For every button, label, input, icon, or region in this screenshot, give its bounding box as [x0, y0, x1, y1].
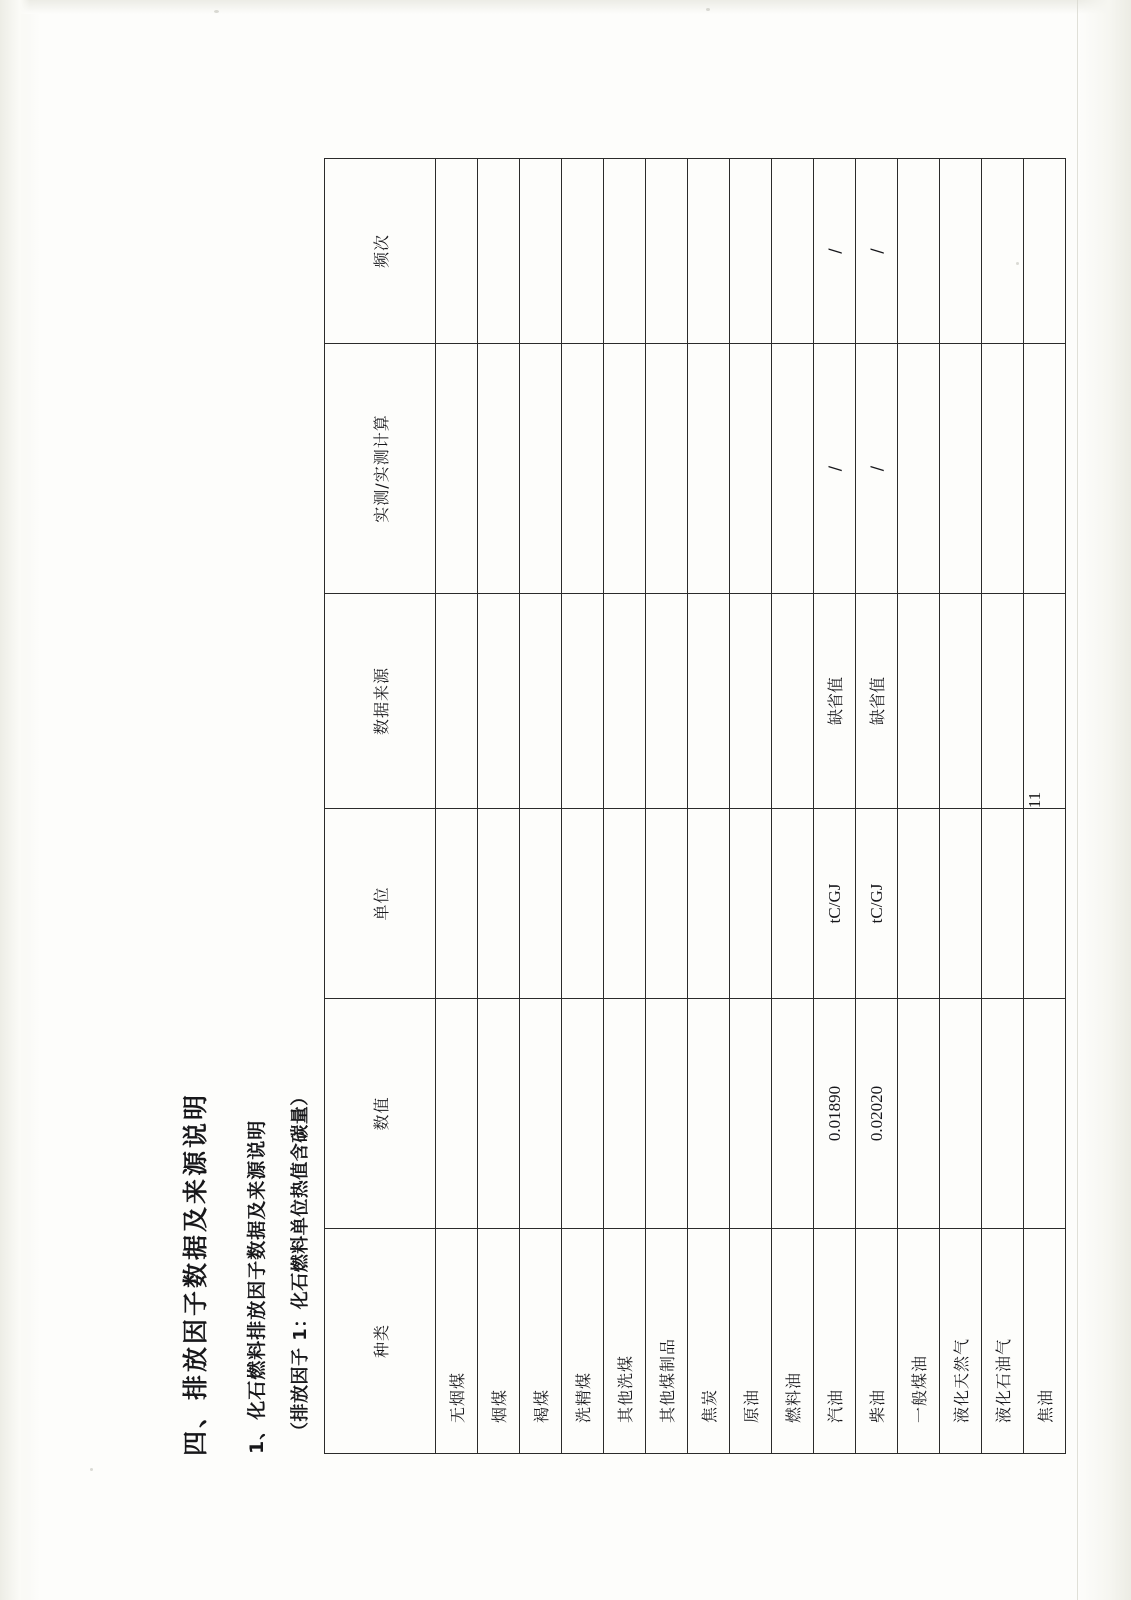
cell-data-source	[897, 594, 939, 809]
cell-frequency	[519, 159, 561, 344]
cell-value	[687, 999, 729, 1229]
cell-data-source	[981, 594, 1023, 809]
cell-measurement	[435, 344, 477, 594]
table-row	[561, 159, 603, 1454]
cell-measurement	[561, 344, 603, 594]
cell-frequency	[603, 159, 645, 344]
cell-frequency	[1023, 159, 1065, 344]
cell-data-source	[939, 594, 981, 809]
cell-value: 0.02020	[855, 999, 897, 1229]
scan-speck	[214, 10, 219, 13]
cell-value	[1023, 999, 1065, 1229]
cell-measurement	[477, 344, 519, 594]
table-row	[813, 159, 855, 1454]
column-header-unit: 单位	[324, 809, 435, 999]
cell-measurement	[519, 344, 561, 594]
cell-unit	[939, 809, 981, 999]
cell-value	[897, 999, 939, 1229]
cell-data-source	[771, 594, 813, 809]
table-row	[981, 159, 1023, 1454]
emission-factor-table	[324, 158, 1066, 1454]
page-title: 四、排放因子数据及来源说明	[180, 1091, 210, 1456]
table-row	[1023, 159, 1065, 1454]
cell-data-source: 缺省值	[813, 594, 855, 809]
cell-measurement	[729, 344, 771, 594]
cell-type: 烟煤	[477, 1229, 519, 1454]
page-number: 11	[1024, 791, 1044, 809]
cell-value	[645, 999, 687, 1229]
cell-measurement	[645, 344, 687, 594]
cell-type: 焦油	[1023, 1229, 1065, 1454]
cell-type: 液化天然气	[939, 1229, 981, 1454]
cell-unit	[897, 809, 939, 999]
cell-frequency	[729, 159, 771, 344]
cell-type: 柴油	[855, 1229, 897, 1454]
cell-frequency	[645, 159, 687, 344]
cell-value	[561, 999, 603, 1229]
emission-factor-table-wrapper	[324, 159, 1066, 1454]
cell-unit	[771, 809, 813, 999]
cell-value	[519, 999, 561, 1229]
cell-unit	[435, 809, 477, 999]
table-body	[435, 159, 1065, 1454]
table-row	[519, 159, 561, 1454]
cell-data-source	[729, 594, 771, 809]
cell-unit: tC/GJ	[813, 809, 855, 999]
cell-measurement: /	[855, 344, 897, 594]
table-row	[645, 159, 687, 1454]
cell-data-source	[561, 594, 603, 809]
column-header-type: 种类	[324, 1229, 435, 1454]
cell-value	[981, 999, 1023, 1229]
cell-unit	[477, 809, 519, 999]
cell-frequency	[687, 159, 729, 344]
cell-value	[435, 999, 477, 1229]
cell-type: 焦炭	[687, 1229, 729, 1454]
cell-type: 原油	[729, 1229, 771, 1454]
table-header-row	[324, 159, 435, 1454]
cell-data-source	[435, 594, 477, 809]
cell-unit	[981, 809, 1023, 999]
cell-unit	[687, 809, 729, 999]
cell-type: 无烟煤	[435, 1229, 477, 1454]
cell-type: 一般煤油	[897, 1229, 939, 1454]
cell-measurement	[603, 344, 645, 594]
table-row	[939, 159, 981, 1454]
cell-data-source	[687, 594, 729, 809]
cell-type: 液化石油气	[981, 1229, 1023, 1454]
cell-frequency	[561, 159, 603, 344]
cell-measurement	[687, 344, 729, 594]
table-row	[771, 159, 813, 1454]
cell-measurement	[1023, 344, 1065, 594]
cell-measurement	[939, 344, 981, 594]
cell-frequency	[435, 159, 477, 344]
column-header-data-source: 数据来源	[324, 594, 435, 809]
cell-data-source	[645, 594, 687, 809]
cell-value	[729, 999, 771, 1229]
cell-data-source	[603, 594, 645, 809]
cell-measurement	[897, 344, 939, 594]
cell-unit	[603, 809, 645, 999]
table-row	[435, 159, 477, 1454]
cell-unit	[561, 809, 603, 999]
cell-value	[477, 999, 519, 1229]
cell-data-source	[477, 594, 519, 809]
cell-frequency	[981, 159, 1023, 344]
cell-unit: tC/GJ	[855, 809, 897, 999]
paper-edge-right	[1079, 0, 1131, 1600]
cell-measurement: /	[813, 344, 855, 594]
cell-type: 燃料油	[771, 1229, 813, 1454]
table-row	[687, 159, 729, 1454]
cell-unit	[645, 809, 687, 999]
cell-value	[603, 999, 645, 1229]
cell-measurement	[981, 344, 1023, 594]
cell-frequency	[897, 159, 939, 344]
table-row	[855, 159, 897, 1454]
cell-type: 洗精煤	[561, 1229, 603, 1454]
cell-frequency	[939, 159, 981, 344]
cell-type: 汽油	[813, 1229, 855, 1454]
cell-frequency: /	[855, 159, 897, 344]
table-row	[897, 159, 939, 1454]
cell-unit	[519, 809, 561, 999]
paper-edge-top	[0, 0, 1131, 14]
table-row	[603, 159, 645, 1454]
cell-type: 其他煤制品	[645, 1229, 687, 1454]
scan-speck	[90, 1468, 93, 1471]
cell-measurement	[771, 344, 813, 594]
table-row	[477, 159, 519, 1454]
column-header-value: 数值	[324, 999, 435, 1229]
subsection-title: （排放因子 1：化石燃料单位热值含碳量）	[289, 1087, 311, 1440]
paper-fold-line	[1077, 0, 1078, 1600]
cell-frequency	[477, 159, 519, 344]
cell-unit	[1023, 809, 1065, 999]
column-header-measurement: 实测/实测计算	[324, 344, 435, 594]
cell-frequency	[771, 159, 813, 344]
cell-unit	[729, 809, 771, 999]
cell-value: 0.01890	[813, 999, 855, 1229]
cell-type: 褐煤	[519, 1229, 561, 1454]
cell-data-source	[1023, 594, 1065, 809]
paper-edge-left	[0, 0, 30, 1600]
table-row	[729, 159, 771, 1454]
cell-value	[771, 999, 813, 1229]
scan-speck	[706, 8, 710, 11]
cell-data-source	[519, 594, 561, 809]
cell-value	[939, 999, 981, 1229]
cell-type: 其他洗煤	[603, 1229, 645, 1454]
column-header-frequency: 频次	[324, 159, 435, 344]
cell-frequency: /	[813, 159, 855, 344]
section-title: 1、化石燃料排放因子数据及来源说明	[245, 1119, 268, 1454]
cell-data-source: 缺省值	[855, 594, 897, 809]
